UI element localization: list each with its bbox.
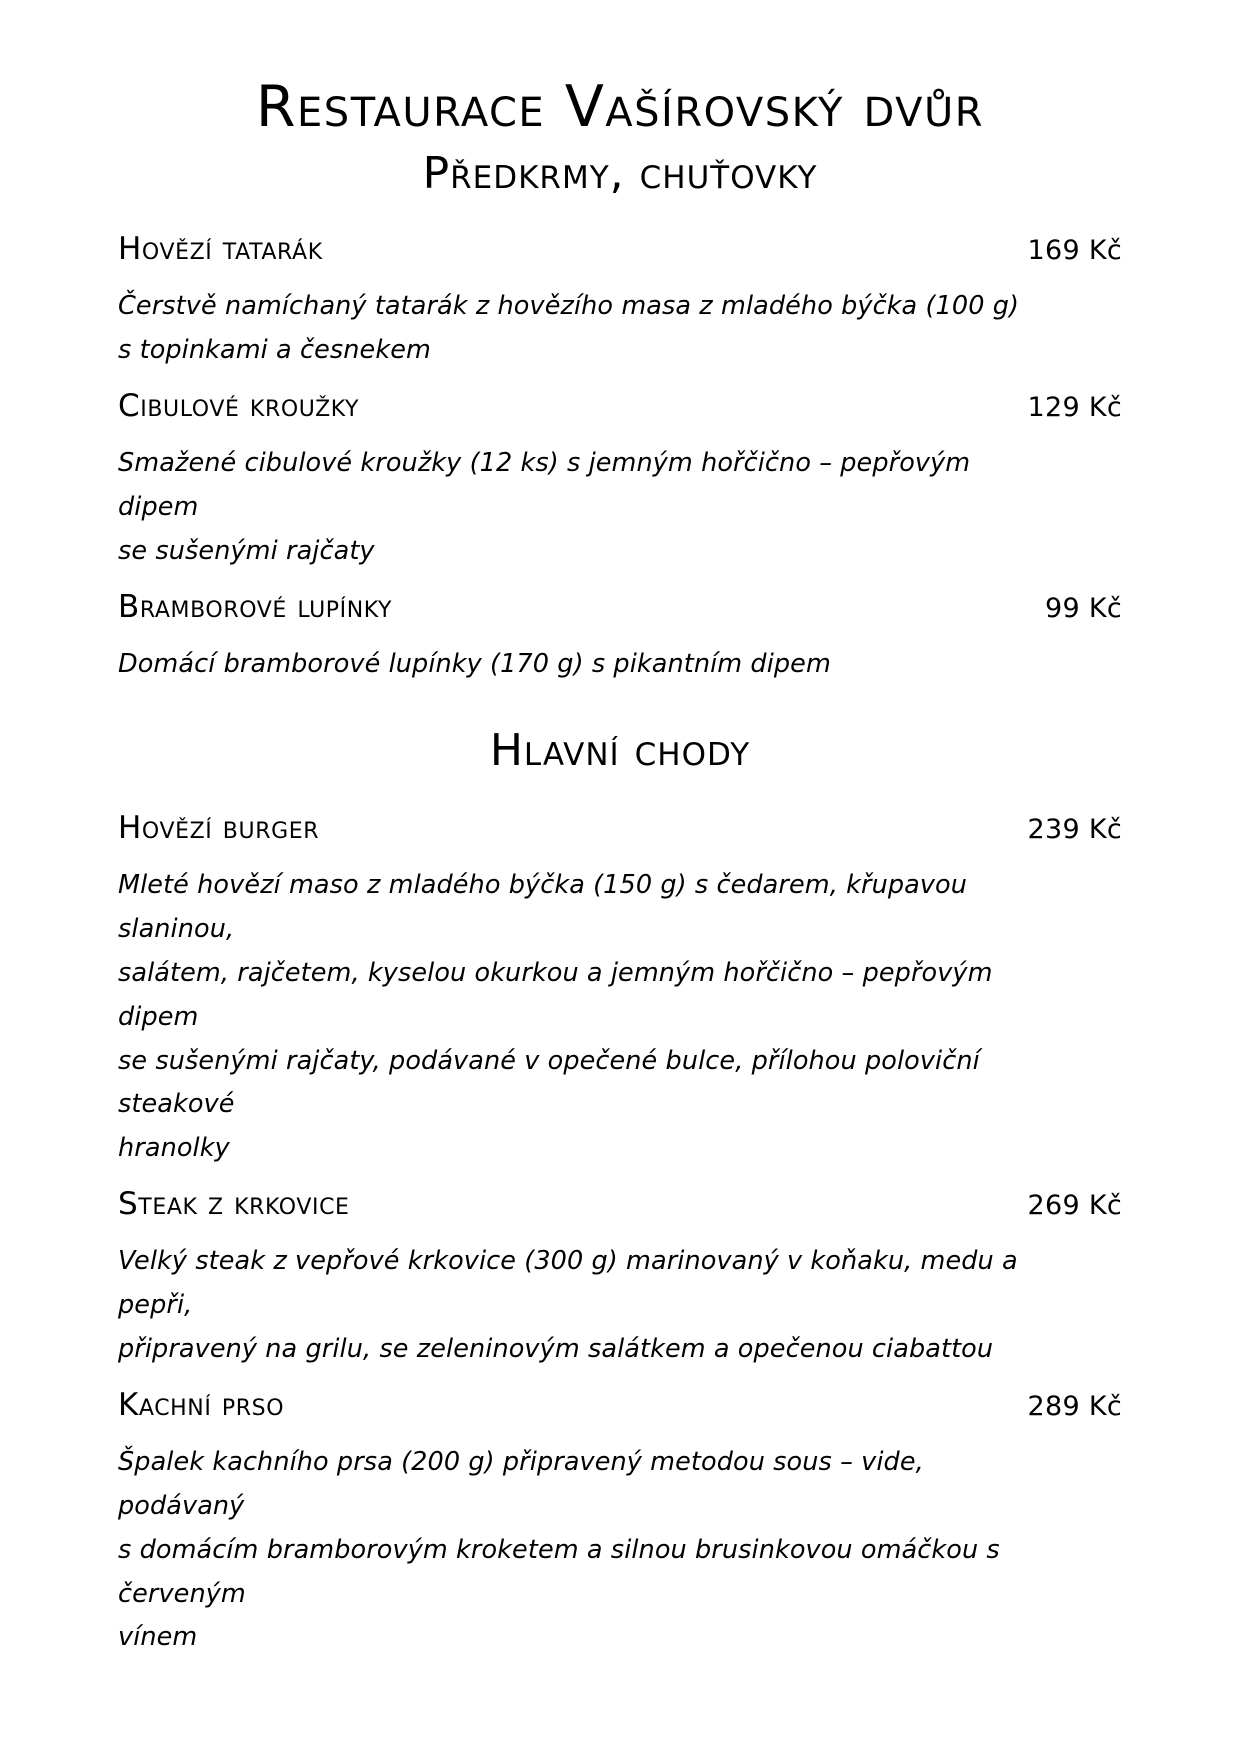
- menu-item-description-line: s domácím bramborovým kroketem a silnou brusinkovou omáčkou s červeným: [118, 1534, 1000, 1609]
- menu-item-row: [118, 1187, 1122, 1221]
- menu-item-row: [118, 811, 1122, 845]
- menu-item-row: [118, 590, 1122, 624]
- menu-item-name: Hovězí tatarák: [118, 231, 323, 268]
- menu-item-description-line: se sušenými rajčaty: [118, 535, 375, 566]
- menu-item-description-line: Velký steak z vepřové krkovice (300 g) marinovaný v koňaku, medu a pepři,: [118, 1246, 1018, 1321]
- menu-item: [118, 1187, 1122, 1372]
- menu-item: [118, 811, 1122, 1171]
- menu-item-description-line: se sušenými rajčaty, podávané v opečené bulce, přílohou poloviční steakové: [118, 1045, 980, 1120]
- menu-item-price: 99 Kč: [1045, 592, 1122, 624]
- menu-item-row: [118, 1388, 1122, 1422]
- menu-section-appetizers: [118, 232, 1122, 686]
- menu-item-price: 269 Kč: [1027, 1190, 1122, 1222]
- menu-item-name: Steak z krkovice: [118, 1186, 350, 1223]
- menu-item-description-line: Špalek kachního prsa (200 g) připravený metodou sous – vide, podávaný: [118, 1446, 924, 1521]
- menu-section-main-courses: [118, 811, 1122, 1660]
- menu-item-price: 239 Kč: [1027, 814, 1122, 846]
- menu-item-description-line: vínem: [118, 1622, 198, 1653]
- menu-item-description: [118, 643, 1038, 687]
- menu-item-description-line: Domácí bramborové lupínky (170 g) s pikantním dipem: [118, 648, 831, 679]
- menu-item-name: Cibulové kroužky: [118, 388, 360, 425]
- menu-item-price: 169 Kč: [1027, 235, 1122, 267]
- page-title: Restaurace Vašírovský dvůr: [255, 74, 985, 140]
- menu-item-row: [118, 389, 1122, 423]
- menu-item-description: [118, 1240, 1038, 1372]
- menu-item-description-line: Mleté hovězí maso z mladého býčka (150 g) s čedarem, křupavou slaninou,: [118, 870, 968, 945]
- menu-item-name: Hovězí burger: [118, 810, 320, 847]
- menu-item-price: 129 Kč: [1027, 392, 1122, 424]
- menu-item-name: Kachní prso: [118, 1386, 285, 1423]
- menu-item-row: [118, 232, 1122, 266]
- menu-item-price: 289 Kč: [1027, 1390, 1122, 1422]
- section-heading-main-courses: Hlavní chody: [489, 724, 751, 776]
- menu-item-description-line: Smažené cibulové kroužky (12 ks) s jemným hořčično – pepřovým dipem: [118, 448, 971, 522]
- menu-item-description: [118, 1441, 1038, 1660]
- menu-item-description-line: připravený na grilu, se zeleninovým salátkem a opečenou ciabattou: [118, 1333, 994, 1364]
- menu-item: [118, 1388, 1122, 1660]
- menu-item-description: [118, 285, 1038, 373]
- menu-item-description-line: Čerstvě namíchaný tatarák z hovězího masa z mladého býčka (100 g): [118, 291, 1020, 322]
- menu-item-name: Bramborové lupínky: [118, 588, 393, 625]
- menu-item: [118, 590, 1122, 687]
- section-heading-appetizers: Předkrmy, chuťovky: [422, 147, 818, 199]
- menu-item-description: [118, 442, 1038, 574]
- menu-item-description-line: s topinkami a česnekem: [118, 335, 431, 366]
- menu-item-description-line: salátem, rajčetem, kyselou okurkou a jemným hořčično – pepřovým dipem: [118, 957, 993, 1032]
- menu-item-description: [118, 864, 1038, 1171]
- menu-item: [118, 389, 1122, 574]
- menu-item-description-line: hranolky: [118, 1133, 230, 1164]
- menu-item: [118, 232, 1122, 373]
